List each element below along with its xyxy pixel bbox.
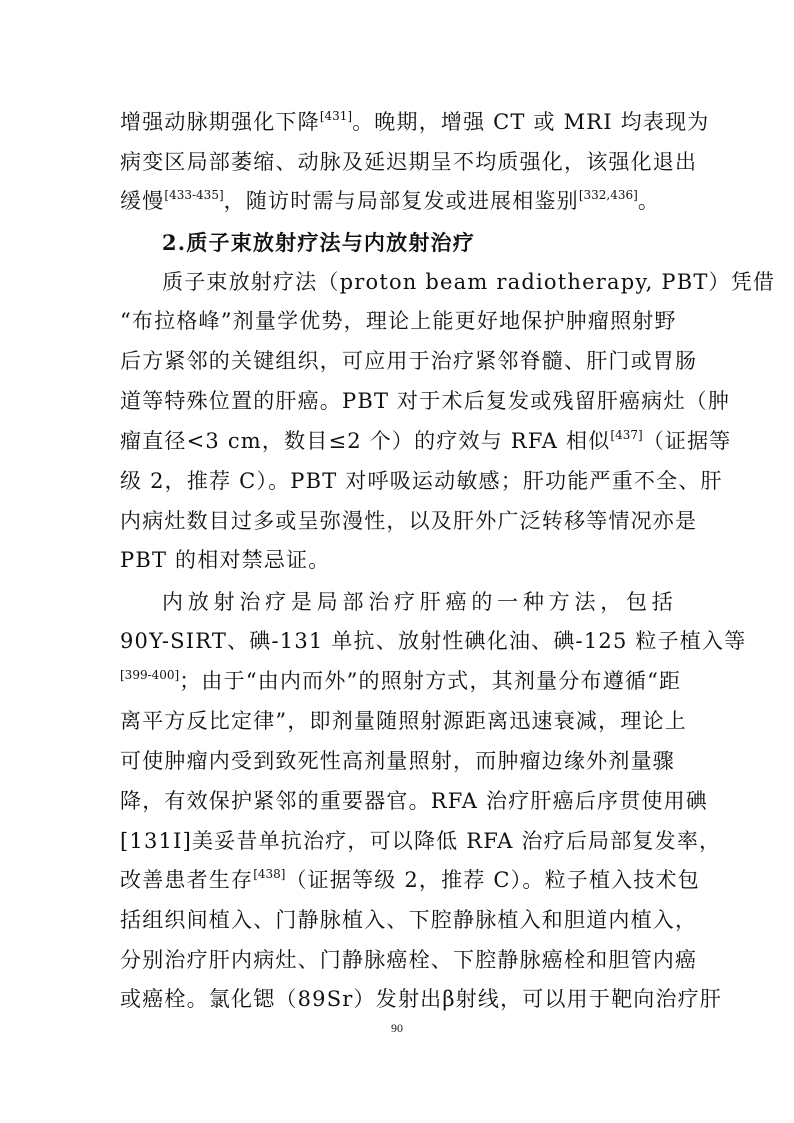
body-text-line [120,108,710,136]
body-text-line [162,588,674,616]
text-segment: 道等特殊位置的肝癌。PBT 对于术后复发或残留肝癌病灶（肿 [120,389,731,413]
body-text-line [120,148,698,176]
text-segment: 改善患者生存 [120,868,254,892]
body-text-line [120,707,687,735]
body-text-line [120,507,698,535]
text-segment: PBT 的相对禁忌证。 [120,548,331,572]
text-segment: 后方紧邻的关键组织，可应用于治疗紧邻脊髓、肝门或胃肠 [120,349,698,373]
text-segment: 病变区局部萎缩、动脉及延迟期呈不均质强化，该强化退出 [120,150,698,174]
text-segment: [131I]美妥昔单抗治疗，可以降低 RFA 治疗后局部复发率， [120,829,722,853]
text-segment: 可使肿瘤内受到致死性高剂量照射，而肿瘤边缘外剂量骤 [120,749,675,773]
text-segment: 增强动脉期强化下降 [120,110,320,134]
text-segment: 。晚期，增强 CT 或 MRI 均表现为 [352,110,710,134]
text-segment: “布拉格峰”剂量学优势，理论上能更好地保护肿瘤照射野 [120,309,677,333]
body-text-line [120,467,723,495]
text-segment: 分别治疗肝内病灶、门静脉癌栓、下腔静脉癌栓和胆管内癌 [120,948,698,972]
body-text-line [120,307,677,335]
text-segment: 或癌栓。氯化锶（89Sr）发射出β射线，可以用于靶向治疗肝 [120,987,723,1011]
body-text-line [120,667,682,695]
text-segment: 级 2，推荐 C）。PBT 对呼吸运动敏感；肝功能严重不全、肝 [120,469,723,493]
citation-superscript: [433-435] [164,188,224,202]
text-segment: 缓慢 [120,189,165,213]
section-heading [162,229,674,257]
body-text-line [120,906,698,934]
text-segment: 离平方反比定律”，即剂量随照射源距离迅速衰减，理论上 [120,709,687,733]
page-number: 90 [391,1021,403,1035]
body-text-line [120,866,700,894]
body-text-line [120,747,674,775]
text-segment: （证据等 [642,429,732,453]
body-text-line [120,387,731,415]
text-segment: ，随访时需与局部复发或进展相鉴别 [223,189,579,213]
body-text-line [162,268,776,296]
text-segment: （证据等级 2，推荐 C）。粒子植入技术包 [285,868,700,892]
body-text-line [120,427,732,455]
citation-superscript: [431] [319,109,353,123]
text-segment: 。 [637,189,661,213]
text-segment: 瘤直径<3 cm，数目≤2 个）的疗效与 RFA 相似 [120,429,611,453]
body-text-line [120,946,698,974]
text-segment: 括组织间植入、门静脉植入、下腔静脉植入和胆道内植入， [120,908,698,932]
text-segment: 内病灶数目过多或呈弥漫性，以及肝外广泛转移等情况亦是 [120,509,698,533]
citation-superscript: [399-400] [120,668,180,682]
body-text-line [120,827,722,855]
text-segment: 2.质子束放射疗法与内放射治疗 [162,230,475,255]
body-text-line [120,985,723,1013]
body-text-line [120,187,674,215]
citation-superscript: [437] [610,428,643,442]
citation-superscript: [332,436] [578,188,638,202]
text-segment: 降，有效保护紧邻的重要器官。RFA 治疗肝癌后序贯使用碘 [120,789,708,813]
body-text-line [120,347,698,375]
body-text-line [120,627,747,655]
citation-superscript: [438] [253,867,286,881]
text-segment: 内放射治疗是局部治疗肝癌的一种方法，包括 [162,590,674,614]
body-text-line [120,546,674,574]
body-text-line [120,787,708,815]
text-segment: 90Y-SIRT、碘-131 单抗、放射性碘化油、碘-125 粒子植入等 [120,629,747,653]
text-segment: 质子束放射疗法（proton beam radiotherapy, PBT）凭借 [162,270,776,294]
text-segment: ；由于“由内而外”的照射方式，其剂量分布遵循“距 [179,669,682,693]
